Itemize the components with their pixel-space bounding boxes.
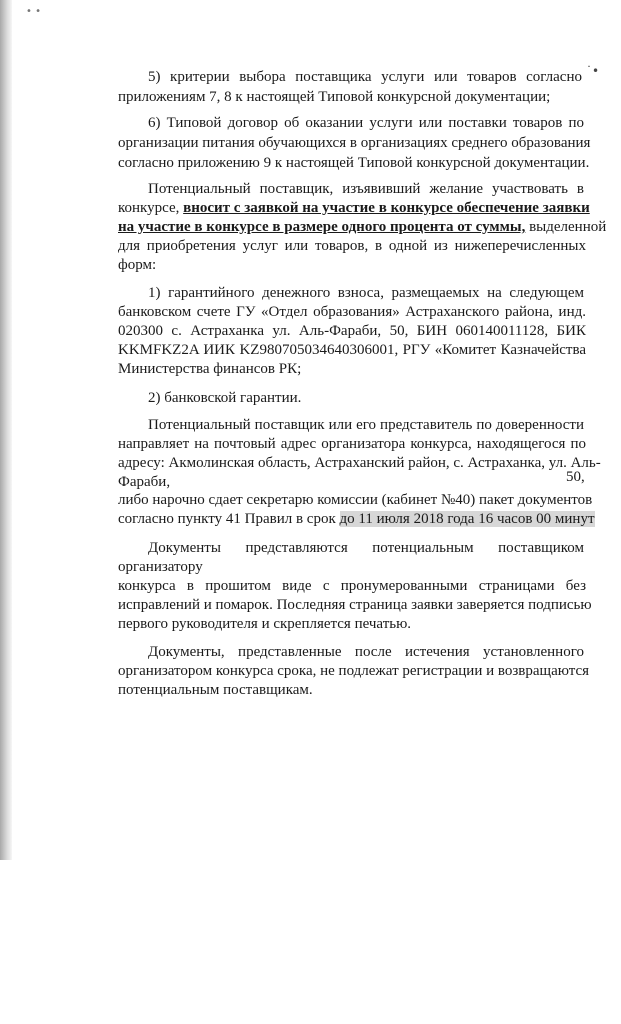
- option1-line5: Министерства финансов РК;: [118, 361, 302, 377]
- address-line1: Потенциальный поставщик или его представитель по доверенности: [148, 417, 584, 433]
- option1-line3: 020300 с. Астраханка ул. Аль-Фараби, 50, БИН 060140011128, БИК: [118, 323, 586, 339]
- address-line2: направляет на почтовый адрес организатора конкурса, находящегося по: [118, 436, 586, 452]
- docs-line3: конкурса в прошитом виде с пронумерованными страницами без: [118, 578, 586, 594]
- docs-line5: первого руководителя и скрепляется печатью.: [118, 616, 412, 632]
- scan-mark: ˙•: [586, 64, 600, 78]
- security-line3-text: выделенной: [525, 219, 607, 235]
- late-line3: потенциальным поставщикам.: [118, 682, 313, 698]
- option1-line4: KKMFKZ2A ИИК KZ980705034640306001, РГУ «Комитет Казначейства: [118, 342, 586, 358]
- deadline-highlight: до 11 июля 2018 года 16 часов 00 минут: [339, 511, 595, 527]
- late-line1: Документы, представленные после истечения установленного: [148, 644, 584, 660]
- address-line4b: 50,: [566, 469, 585, 485]
- item6-line2: организации питания обучающихся в организациях среднего образования: [118, 135, 591, 151]
- address-line4a: Фараби,: [118, 474, 171, 490]
- security-line3: [118, 218, 606, 237]
- security-line2: [118, 199, 590, 218]
- item6-line1: 6) Типовой договор об оказании услуги или поставки товаров по: [148, 115, 584, 131]
- item5-line1: 5) критерии выбора поставщика услуги или товаров согласно: [148, 69, 582, 85]
- security-line5: форм:: [118, 257, 157, 273]
- security-line4: для приобретения услуг или товаров, в одной из нижеперечисленных: [118, 238, 586, 254]
- scan-mark: • •: [26, 6, 41, 17]
- docs-line1: Документы представляются потенциальным поставщиком: [148, 540, 584, 556]
- item5-line2: приложениям 7, 8 к настоящей Типовой конкурсной документации;: [118, 89, 551, 105]
- option2-line1: 2) банковской гарантии.: [148, 390, 302, 406]
- security-line1: Потенциальный поставщик, изъявивший желание участвовать в: [148, 181, 584, 197]
- item6-line3: согласно приложению 9 к настоящей Типовой конкурсной документации.: [118, 155, 590, 171]
- docs-line4: исправлений и помарок. Последняя страница заявки заверяется подписью: [118, 597, 592, 613]
- security-line2-text: конкурсе,: [118, 200, 184, 216]
- address-line6: [118, 510, 595, 529]
- late-line2: организатором конкурса срока, не подлежат регистрации и возвращаются: [118, 663, 590, 679]
- option1-line1: 1) гарантийного денежного взноса, размещаемых на следующем: [148, 285, 584, 301]
- security-bold-text-2: на участие в конкурсе в размере одного процента от суммы,: [118, 219, 526, 235]
- address-line5: либо нарочно сдает секретарю комиссии (кабинет №40) пакет документов: [118, 492, 593, 508]
- docs-line2: организатору: [118, 559, 203, 575]
- address-line6-text: согласно пункту 41 Правил в срок: [118, 511, 340, 527]
- option1-line2: банковском счете ГУ «Отдел образования» Астраханского района, инд.: [118, 304, 586, 320]
- address-line3: адресу: Акмолинская область, Астраханский район, с. Астраханка, ул. Аль-: [118, 455, 601, 471]
- security-bold-text: вносит с заявкой на участие в конкурсе обеспечение заявки: [183, 200, 590, 216]
